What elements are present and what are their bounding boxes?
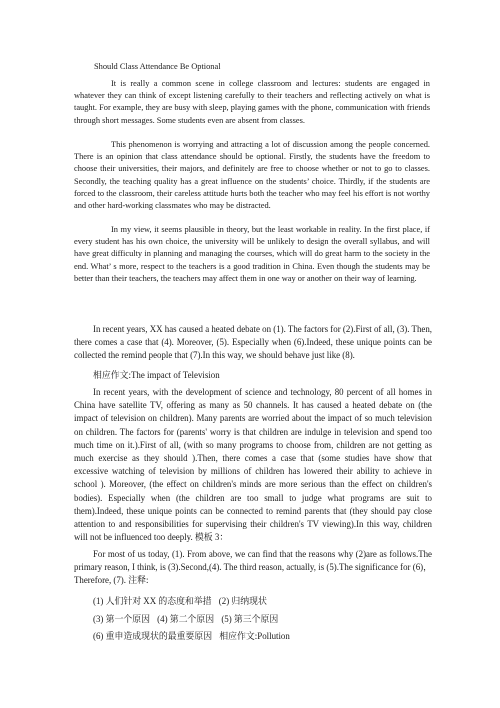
note-item: (4) 第二个原因 [157, 614, 215, 624]
notes-row-3 [93, 629, 295, 642]
sample-essay-text: In recent years, with the development of science and technology, 80 percent of all homes in China have satellite TV, offering as many as 50 channels. It has caused a heated debate on (the impact of television on children). Many parents are worried about the impact of so much television on children. The factors for (parents' worry is that children are indulge in television and spend too much time on it.).First of all, (with so many programs to choose from, children are not getting as much exercise as they should ).Then, there comes a case that (some studies have show that excessive watching of television by millions of children has lowered their ability to achieve in school ). Moreover, (the effect on children's minds are more serious than the effect on children's bodies). Especially when (the children are too small to judge what programs are suit to them).Indeed, these unique points can be connected to remind parents that (they should pay close attention to and responsibilities for supervising their children's TV viewing).In this way, children will not be influenced too deeply. 模板 3： [74, 387, 432, 543]
sample-heading: 相应作文:The impact of Television [93, 370, 220, 380]
template-3-block [74, 548, 432, 588]
note-item: (1) 人们针对 XX 的态度和举措 [93, 596, 212, 606]
note-item: (6) 重申造成现状的最重要原因 [93, 631, 213, 641]
note-item: (5) 第三个原因 [221, 614, 279, 624]
note-item: (3) 第一个原因 [93, 614, 150, 624]
template-1-block [74, 323, 432, 363]
notes-row-1 [93, 594, 272, 607]
essay-paragraph-3: In my view, it seems plausible in theory, but the least workable in reality. In the first place, if every student has his own choice, the university will be unlikely to design the overall syllabus, and will have great difficulty in planning and managing the courses, which will do great harm to the society in the end. What’ s more, respect to the teachers is a good tradition in China. Even though the students may be better than their teachers, the teachers may affect them in one way or another on their way of learning. [74, 225, 430, 283]
sample-essay-block [74, 386, 432, 544]
note-item: 相应作文:Pollution [219, 631, 290, 641]
note-item: (2) 归纳现状 [218, 596, 267, 606]
template-1-text: In recent years, XX has caused a heated debate on (1). The factors for (2).First of all, (3). Then, there comes a case that (4). Moreover, (5). Especially when (6).Indeed, these unique points can be collected the remind people that (7).In this way, we should behave just like (8). [74, 324, 432, 361]
essay-paragraph-2: This phenomenon is worrying and attracting a lot of discussion among the people concerned. There is an opinion that class attendance should be optional. Firstly, the students have the freedom to choose their universities, their majors, and definitely are free to choose whether or not to go to classes. Secondly, the teaching quality has a great influence on the students’ choice. Thirdly, if the students are forced to the classroom, their careless attitude hurts both the teacher who may feel his effort is not worthy and other hard-working classmates who may be distracted. [74, 140, 430, 211]
essay-title: Should Class Attendance Be Optional [94, 62, 221, 71]
essay-paragraph-1: It is really a common scene in college classroom and lectures: students are engaged in whatever they can think of except listening carefully to their teachers and reflecting actively on what is taught. For example, they are busy with sleep, playing games with the phone, communication with friends through short messages. Some students even are absent from classes. [74, 79, 430, 125]
notes-row-2 [93, 612, 283, 625]
template-3-text: For most of us today, (1). From above, we can find that the reasons why (2)are as follows.The primary reason, I think, is (3).Second,(4). The third reason, actually, is (5).The significance for (6)，Therefore, (7). 注释: [74, 549, 432, 586]
